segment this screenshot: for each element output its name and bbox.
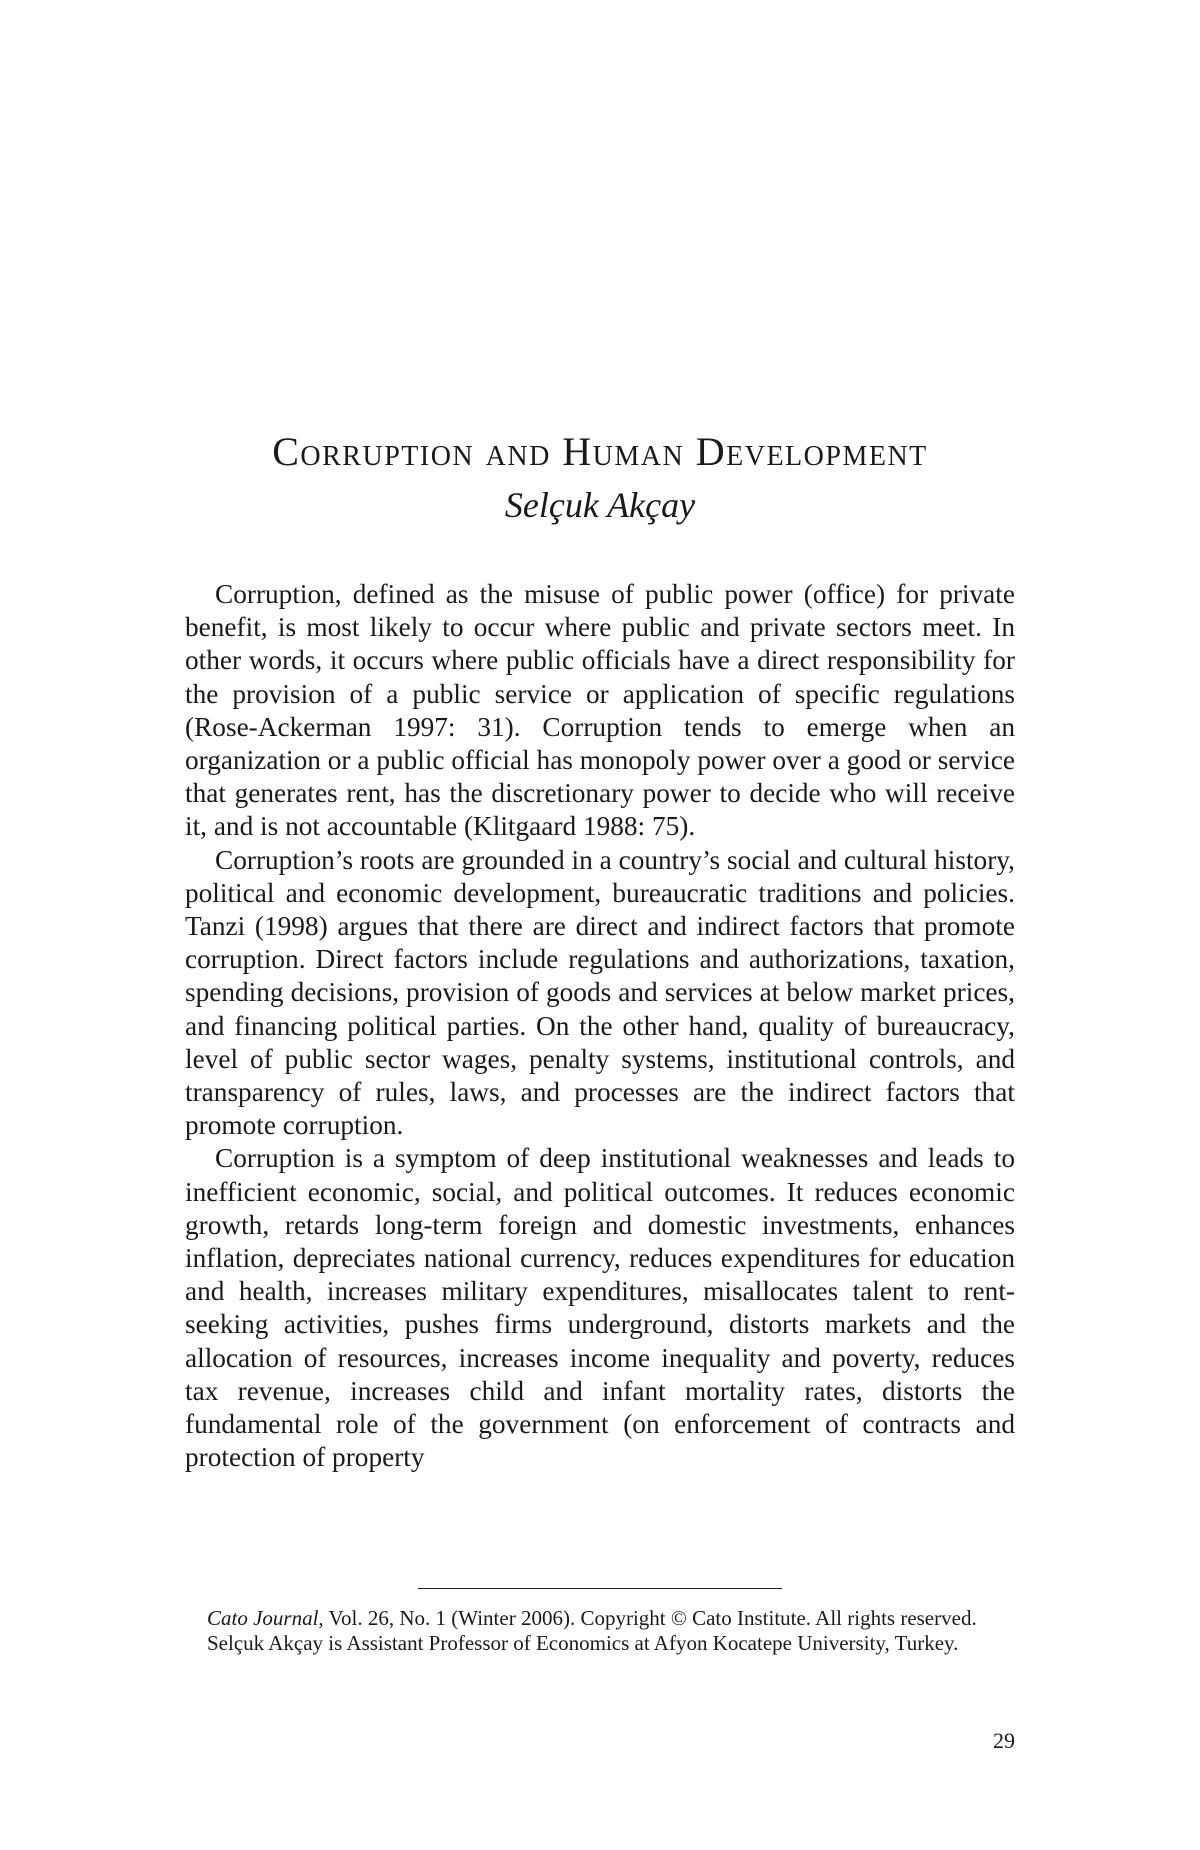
page-number: 29	[993, 1728, 1015, 1753]
body-paragraph: Corruption is a symptom of deep institutional weaknesses and leads to inefficient economic, social, and political outcomes. It reduces economic growth, retards long-term foreign and domestic investments, enhances inflation, depreciates national currency, reduces expenditures for education and health, increases military expenditures, misallocates talent to rent-seeking activities, pushes firms underground, distorts markets and the allocation of resources, increases income inequality and poverty, reduces tax revenue, increases child and infant mortality rates, distorts the fundamental role of the government (on enforcement of contracts and protection of property	[185, 1143, 1015, 1473]
body-paragraph: Corruption, defined as the misuse of public power (office) for private benefit, is most likely to occur where public and private sectors meet. In other words, it occurs where public officials have a direct responsibility for the provision of a public service or application of specific regulations (Rose-Ackerman 1997: 31). Corruption tends to emerge when an organization or a public official has monopoly power over a good or service that generates rent, has the discretionary power to decide who will receive it, and is not accountable (Klitgaard 1988: 75).	[185, 579, 1015, 842]
journal-details: , Vol. 26, No. 1 (Winter 2006). Copyright © Cato Institute. All rights reserved.	[318, 1606, 977, 1630]
body-paragraph: Corruption’s roots are grounded in a country’s social and cultural history, political and economic development, bureaucratic traditions and policies. Tanzi (1998) argues that there are direct and indirect factors that promote corruption. Direct factors include regulations and authorizations, taxation, spending decisions, provision of goods and services at below market prices, and financing political parties. On the other hand, quality of bureaucracy, level of public sector wages, penalty systems, institutional controls, and transparency of rules, laws, and processes are the indirect factors that promote corruption.	[185, 844, 1015, 1141]
footnote-journal-citation	[185, 1606, 1015, 1631]
article-title: Corruption and Human Development	[272, 429, 928, 474]
article-author: Selçuk Akçay	[504, 485, 696, 525]
article-body	[185, 578, 1015, 1474]
journal-name: Cato Journal	[207, 1606, 319, 1630]
footnotes	[185, 1606, 1015, 1656]
footnote-author-note: Selçuk Akçay is Assistant Professor of Economics at Afyon Kocatepe University, Turkey.	[207, 1631, 959, 1655]
footnote-divider	[418, 1588, 782, 1589]
